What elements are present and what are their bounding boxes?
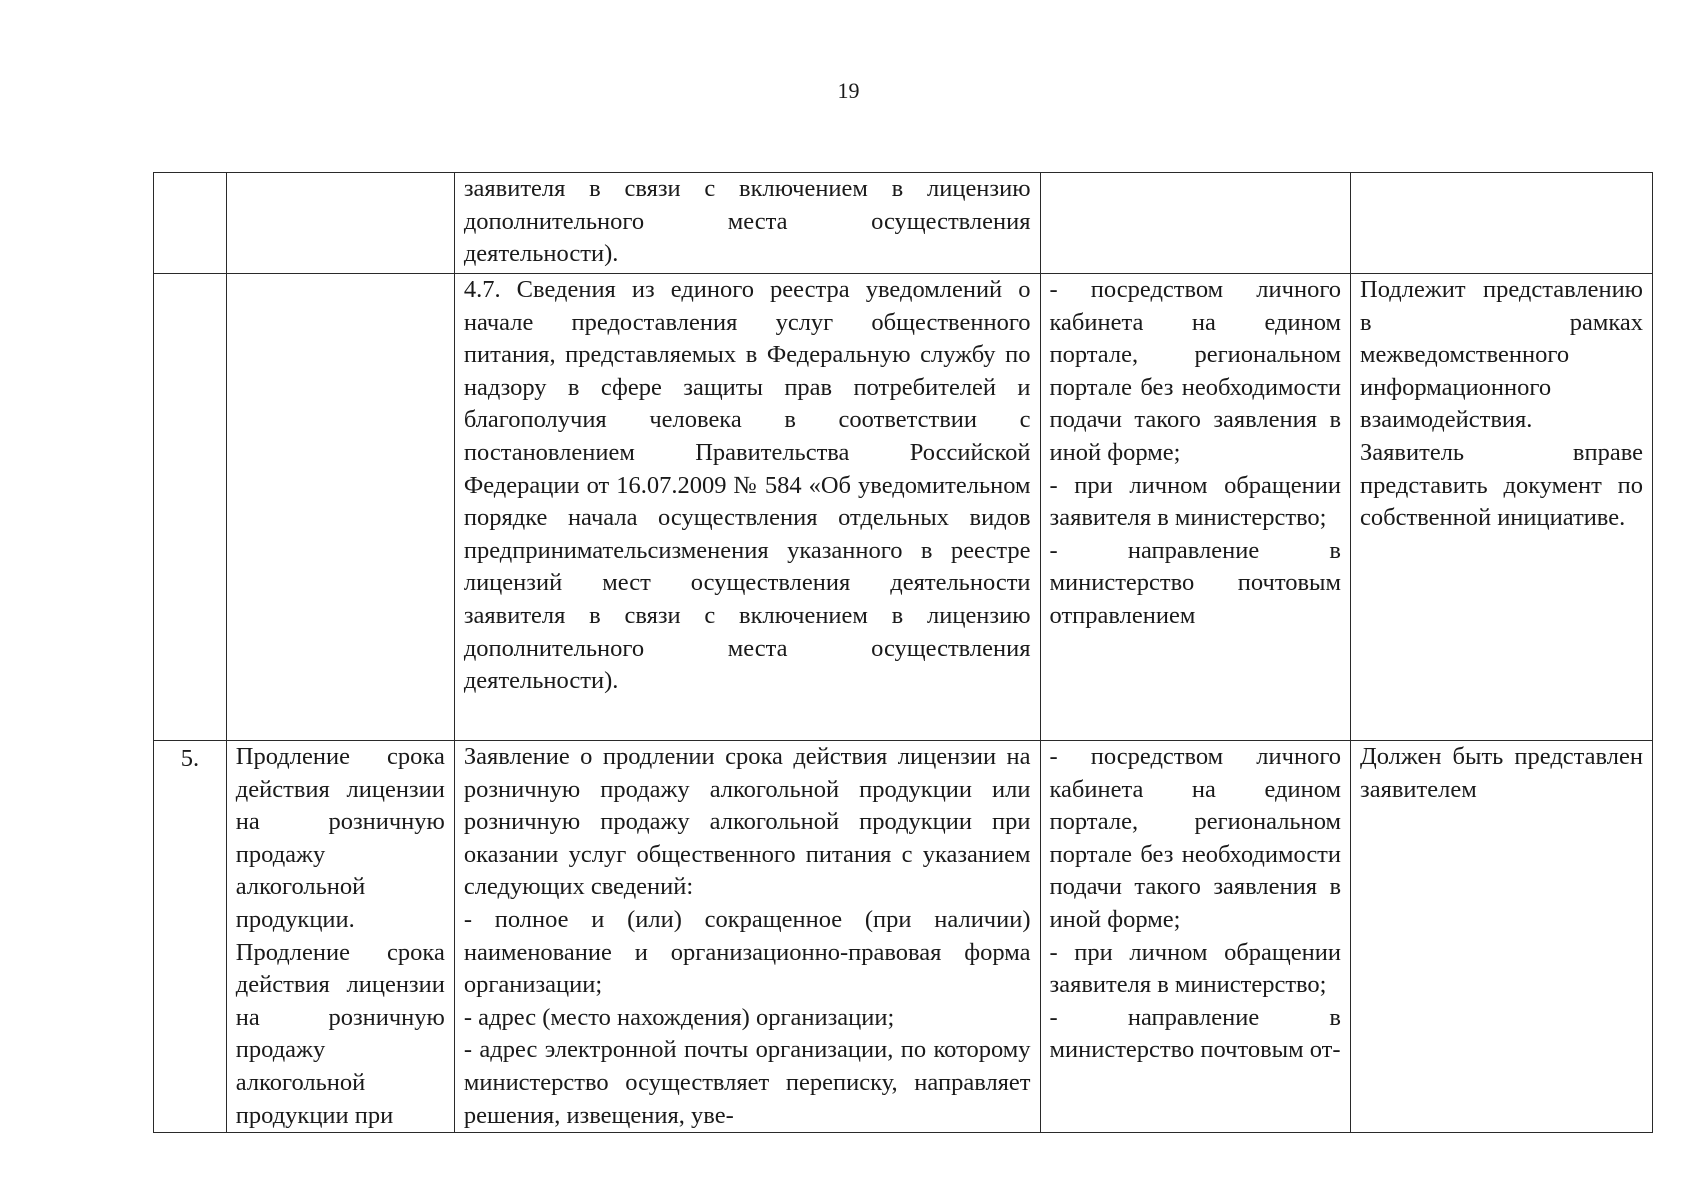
note-cell <box>1351 274 1653 741</box>
document-line: - адрес электронной почты организации, по которому министерство осуществляет переписку, направляет решения, извещения, уве- <box>463 1036 1031 1129</box>
document-line: - адрес (место нахождения) организации; <box>463 1003 895 1031</box>
document-text: заявителя в связи с включением в лицензию дополнительного места осуществления деятельности). <box>463 175 1031 268</box>
table-row <box>154 173 1653 274</box>
note-cell <box>1351 741 1653 1133</box>
note-line: Заявитель вправе представить документ по собственной инициативе. <box>1360 438 1643 532</box>
note-line: Подлежит представлению в рамках межведомственного информационного взаимодействия. <box>1360 276 1643 434</box>
service-line: Продление срока действия лицензии на розничную продажу алкогольной продукции при <box>235 938 445 1129</box>
document-line: - полное и (или) сокращенное (при наличии) наименование и организационно-правовая форма организации; <box>463 905 1031 999</box>
method-line: - посредством личного кабинета на едином портале, региональном портале без необходимости подачи такого заявления в иной форме; <box>1049 276 1342 466</box>
service-cell <box>226 274 454 741</box>
service-line: Продление срока действия лицензии на розничную продажу алкогольной продукции. <box>235 743 445 933</box>
method-line: - при личном обращении заявителя в министерство; <box>1049 471 1342 532</box>
method-cell <box>1040 274 1351 741</box>
table-row <box>154 274 1653 741</box>
document-cell <box>454 274 1040 741</box>
page-number: 19 <box>837 78 860 103</box>
row-number-cell <box>154 274 227 741</box>
method-line: - направление в министерство почтовым отправлением <box>1049 536 1342 629</box>
row-number-cell <box>154 173 227 274</box>
note-cell <box>1351 173 1653 274</box>
method-cell <box>1040 173 1351 274</box>
table-row <box>154 741 1653 1133</box>
method-cell <box>1040 741 1351 1133</box>
note-line: Должен быть представлен заявителем <box>1360 743 1643 803</box>
service-cell <box>226 741 454 1133</box>
method-line: - при личном обращении заявителя в министерство; <box>1049 938 1342 999</box>
document-cell <box>454 173 1040 274</box>
method-line: - направление в министерство почтовым от- <box>1049 1003 1342 1064</box>
method-line: - посредством личного кабинета на едином портале, региональном портале без необходимости подачи такого заявления в иной форме; <box>1049 743 1342 933</box>
document-line: Заявление о продлении срока действия лицензии на розничную продажу алкогольной продукции или розничную продажу алкогольной продукции при оказании услуг общественного питания с указанием следующих сведений: <box>463 743 1031 901</box>
row-number-cell: 5. <box>154 741 227 1133</box>
document-table <box>153 172 1653 1133</box>
document-cell <box>454 741 1040 1133</box>
service-cell <box>226 173 454 274</box>
document-text: 4.7. Сведения из единого реестра уведомлений о начале предоставления услуг общественного питания, представляемых в Федеральную службу по надзору в сфере защиты прав потребителей и благополучия человека в соответствии с постановлением Правительства Российской Федерации от 16.07.2009 № 584 «Об уведомительном порядке начала осуществления отдельных видов предпринимательсизменения указанного в реестре лицензий мест осуществления деятельности заявителя в связи с включением в лицензию дополнительного места осуществления деятельности). <box>463 276 1031 695</box>
